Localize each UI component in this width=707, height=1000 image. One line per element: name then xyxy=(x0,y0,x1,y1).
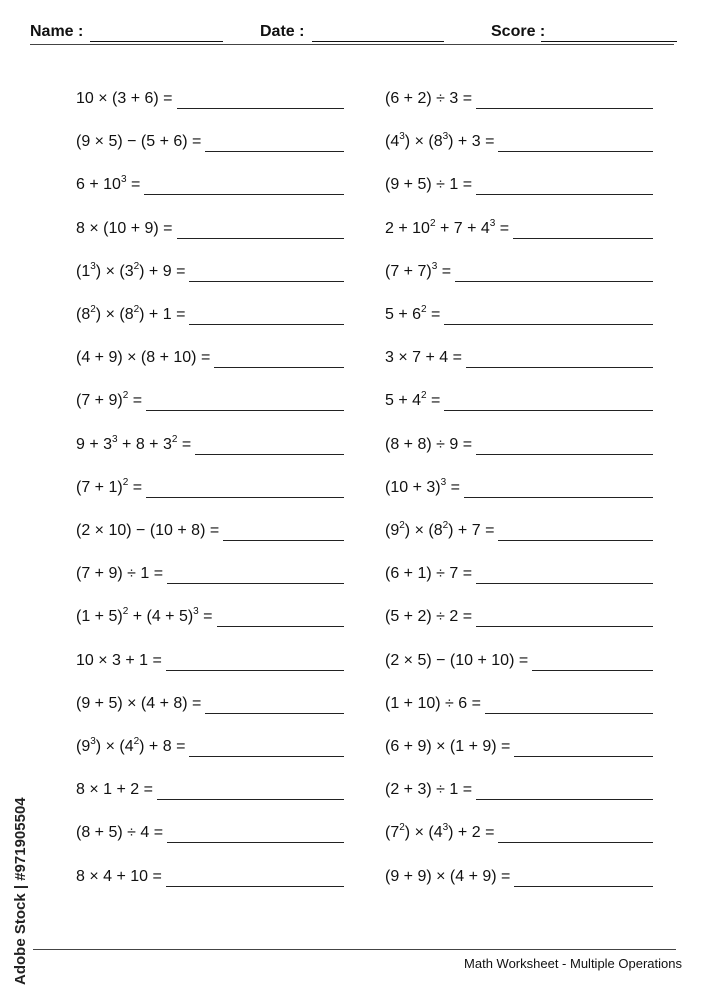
answer-line[interactable] xyxy=(146,394,344,411)
problem-right-12 xyxy=(385,562,653,584)
problem-expression: 8 × 4 + 10 = xyxy=(76,867,162,885)
problem-left-16 xyxy=(76,735,344,757)
answer-line[interactable] xyxy=(223,524,344,541)
answer-line[interactable] xyxy=(476,567,653,584)
answer-line[interactable] xyxy=(476,783,653,800)
problem-expression: (1 + 10) ÷ 6 = xyxy=(385,694,481,712)
score-field[interactable] xyxy=(491,22,679,44)
problem-right-18 xyxy=(385,821,653,843)
problem-expression: 3 × 7 + 4 = xyxy=(385,349,462,367)
problem-right-17 xyxy=(385,778,653,800)
problem-right-7 xyxy=(385,346,653,368)
date-field[interactable] xyxy=(260,22,446,44)
answer-line[interactable] xyxy=(217,610,344,627)
problem-left-7 xyxy=(76,346,344,368)
answer-line[interactable] xyxy=(498,524,653,541)
problem-expression: $(9^2) \times (8^2) + 7$ = xyxy=(385,520,495,539)
problem-expression: (7 + 9) ÷ 1 = xyxy=(76,565,164,583)
problem-expression: 10 × 3 + 1 = xyxy=(76,651,162,669)
problem-expression: $5 + 6^2$ = xyxy=(385,304,441,323)
answer-line[interactable] xyxy=(476,610,653,627)
answer-line[interactable] xyxy=(189,265,344,282)
problem-left-14 xyxy=(76,649,344,671)
name-label: Name : xyxy=(30,23,84,40)
answer-line[interactable] xyxy=(167,567,344,584)
answer-line[interactable] xyxy=(513,222,653,239)
problem-right-2 xyxy=(385,130,653,152)
problem-left-10 xyxy=(76,476,344,498)
answer-line[interactable] xyxy=(485,697,653,714)
problem-left-13 xyxy=(76,605,344,627)
answer-line[interactable] xyxy=(498,135,653,152)
date-line[interactable] xyxy=(312,41,444,42)
problem-left-1 xyxy=(76,87,344,109)
problem-expression: $(10 + 3)^3$ = xyxy=(385,476,460,496)
answer-line[interactable] xyxy=(444,308,653,325)
worksheet-header xyxy=(30,22,680,46)
name-line[interactable] xyxy=(90,41,223,42)
problem-left-2 xyxy=(76,130,344,152)
answer-line[interactable] xyxy=(189,740,344,757)
problem-expression: 8 × (10 + 9) = xyxy=(76,219,173,237)
problem-right-5 xyxy=(385,260,653,282)
problem-expression: (6 + 2) ÷ 3 = xyxy=(385,90,473,107)
problem-right-11 xyxy=(385,519,653,541)
problem-expression: (2 + 3) ÷ 1 = xyxy=(385,781,473,799)
stock-credit: Adobe Stock | #971905504 xyxy=(12,797,29,985)
answer-line[interactable] xyxy=(205,135,344,152)
problem-right-15 xyxy=(385,692,653,714)
problem-expression: $(7 + 9)^2$ = xyxy=(76,390,143,410)
problem-expression: (2 × 10) − (10 + 8) = xyxy=(76,522,220,539)
answer-line[interactable] xyxy=(189,308,344,325)
problem-right-4 xyxy=(385,217,653,239)
answer-line[interactable] xyxy=(166,654,344,671)
problem-expression: (9 + 5) × (4 + 8) = xyxy=(76,694,202,712)
problem-right-13 xyxy=(385,605,653,627)
answer-line[interactable] xyxy=(514,740,653,757)
problem-expression: $(4^3) \times (8^3) + 3$ = xyxy=(385,131,495,151)
answer-line[interactable] xyxy=(214,351,344,368)
score-line[interactable] xyxy=(541,41,677,42)
problem-right-10 xyxy=(385,476,653,498)
problem-expression: $(1 + 5)^2 + (4 + 5)^3$ = xyxy=(76,606,213,626)
problem-expression: 8 × 1 + 2 = xyxy=(76,781,153,799)
header-rule xyxy=(30,44,674,45)
score-label: Score : xyxy=(491,23,546,40)
answer-line[interactable] xyxy=(444,394,653,411)
answer-line[interactable] xyxy=(476,178,653,195)
answer-line[interactable] xyxy=(157,783,344,800)
problem-left-3 xyxy=(76,173,344,195)
problem-expression: $2 + 10^2 + 7 + 4^3$ = xyxy=(385,217,510,237)
problem-expression: (9 × 5) − (5 + 6) = xyxy=(76,133,202,151)
answer-line[interactable] xyxy=(146,481,344,498)
answer-line[interactable] xyxy=(177,222,344,239)
name-field[interactable] xyxy=(30,22,225,44)
problem-right-16 xyxy=(385,735,653,757)
answer-line[interactable] xyxy=(195,438,344,455)
footer-title: Math Worksheet - Multiple Operations xyxy=(464,956,682,971)
answer-line[interactable] xyxy=(166,870,344,887)
problem-left-12 xyxy=(76,562,344,584)
answer-line[interactable] xyxy=(532,654,653,671)
problem-left-4 xyxy=(76,217,344,239)
answer-line[interactable] xyxy=(464,481,653,498)
problem-expression: $(8^2) \times (8^2) + 1$ = xyxy=(76,304,186,323)
problem-left-15 xyxy=(76,692,344,714)
problem-right-1 xyxy=(385,87,653,109)
answer-line[interactable] xyxy=(177,92,344,109)
problem-expression: $6 + 10^3$ = xyxy=(76,174,141,194)
problem-expression: (6 + 9) × (1 + 9) = xyxy=(385,738,511,755)
problem-expression: (5 + 2) ÷ 2 = xyxy=(385,608,473,626)
problem-left-17 xyxy=(76,778,344,800)
footer-rule xyxy=(33,949,676,950)
problem-left-19 xyxy=(76,865,344,887)
problem-left-6 xyxy=(76,303,344,325)
problem-expression: $(7^2) \times (4^3) + 2$ = xyxy=(385,822,495,842)
problem-expression: $(1^3) \times (3^2) + 9$ = xyxy=(76,260,186,280)
answer-line[interactable] xyxy=(476,438,653,455)
answer-line[interactable] xyxy=(514,870,653,887)
problem-expression: $9 + 3^3 + 8 + 3^2$ = xyxy=(76,433,192,453)
problem-expression: (9 + 5) ÷ 1 = xyxy=(385,176,473,194)
answer-line[interactable] xyxy=(144,178,344,195)
problem-left-8 xyxy=(76,389,344,411)
problem-right-9 xyxy=(385,433,653,455)
date-label: Date : xyxy=(260,23,305,40)
problem-right-3 xyxy=(385,173,653,195)
problem-right-19 xyxy=(385,865,653,887)
problem-left-18 xyxy=(76,821,344,843)
answer-line[interactable] xyxy=(498,826,653,843)
problem-expression: $(7 + 1)^2$ = xyxy=(76,476,143,496)
problem-expression: $(7 + 7)^3$ = xyxy=(385,260,452,280)
problem-right-14 xyxy=(385,649,653,671)
problem-expression: $(9^3) \times (4^2) + 8$ = xyxy=(76,736,186,755)
problem-right-8 xyxy=(385,389,653,411)
problem-expression: (6 + 1) ÷ 7 = xyxy=(385,565,473,583)
problem-expression: $5 + 4^2$ = xyxy=(385,390,441,410)
problem-left-9 xyxy=(76,433,344,455)
answer-line[interactable] xyxy=(455,265,653,282)
problem-left-11 xyxy=(76,519,344,541)
answer-line[interactable] xyxy=(476,92,653,109)
problem-expression: (4 + 9) × (8 + 10) = xyxy=(76,349,211,367)
problem-expression: 10 × (3 + 6) = xyxy=(76,90,173,107)
answer-line[interactable] xyxy=(205,697,344,714)
problem-expression: (9 + 9) × (4 + 9) = xyxy=(385,867,511,885)
problem-right-6 xyxy=(385,303,653,325)
problem-expression: (2 × 5) − (10 + 10) = xyxy=(385,651,529,669)
problem-left-5 xyxy=(76,260,344,282)
answer-line[interactable] xyxy=(466,351,653,368)
problem-expression: (8 + 5) ÷ 4 = xyxy=(76,824,164,842)
problem-expression: (8 + 8) ÷ 9 = xyxy=(385,435,473,453)
answer-line[interactable] xyxy=(167,826,344,843)
